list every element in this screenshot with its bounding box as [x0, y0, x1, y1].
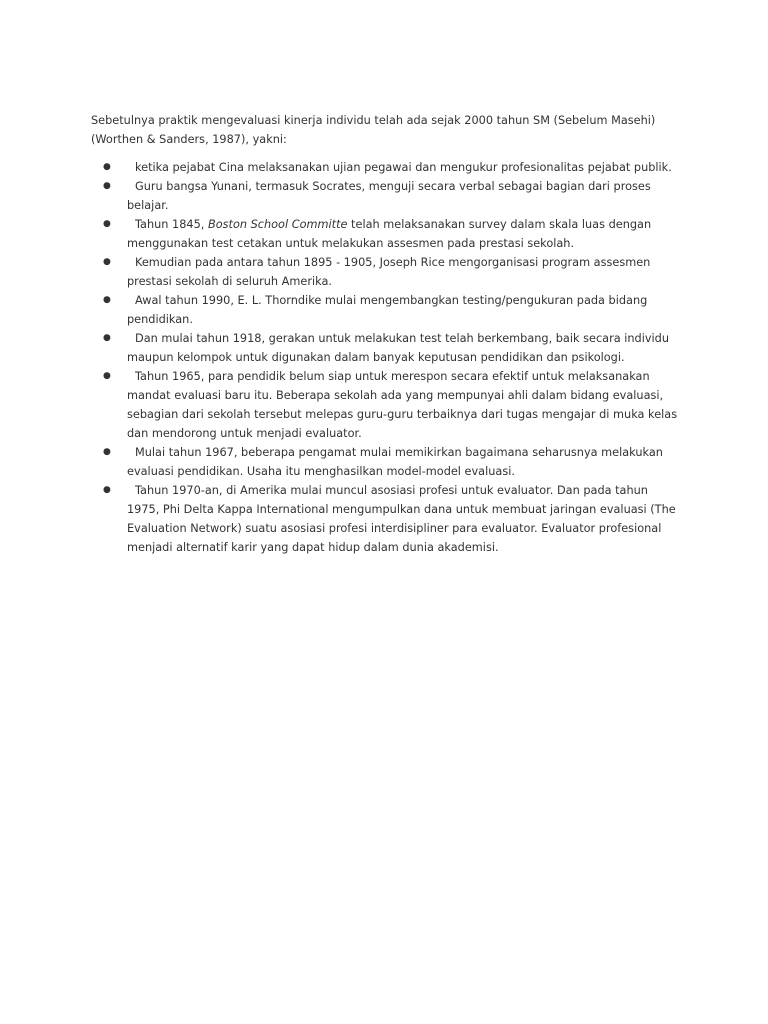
bullet-item-8 — [91, 443, 681, 481]
bullet-item-6 — [91, 329, 681, 367]
bullet-icon: ● — [103, 371, 111, 381]
bullet-icon: ● — [103, 181, 111, 191]
bullet-text: Dan mulai tahun 1918, gerakan untuk melakukan test telah berkembang, baik secara individu maupun kelompok untuk digunakan dalam banyak keputusan pendidikan dan psikologi. — [127, 332, 670, 364]
bullet-item-9 — [91, 481, 681, 557]
bullet-text: Kemudian pada antara tahun 1895 - 1905, Joseph Rice mengorganisasi program assesmen prestasi sekolah di seluruh Amerika. — [127, 256, 651, 288]
bullet-text: Awal tahun 1990, E. L. Thorndike mulai mengembangkan testing/pengukuran pada bidang pendidikan. — [127, 294, 648, 326]
bullet-icon: ● — [103, 447, 111, 457]
bullet-text: Guru bangsa Yunani, termasuk Socrates, menguji secara verbal sebagai bagian dari proses belajar. — [127, 180, 651, 212]
bullet-icon: ● — [103, 333, 111, 343]
bullet-list — [91, 158, 681, 557]
bullet-item-2 — [91, 177, 681, 215]
bullet-text: Mulai tahun 1967, beberapa pengamat mulai memikirkan bagaimana seharusnya melakukan evaluasi pendidikan. Usaha itu menghasilkan model-model evaluasi. — [127, 446, 663, 478]
bullet-icon: ● — [103, 162, 111, 172]
bullet-text: ketika pejabat Cina melaksanakan ujian pegawai dan mengukur profesionalitas pejabat publik. — [135, 161, 672, 174]
bullet-icon: ● — [103, 295, 111, 305]
bullet-text-after: telah melaksanakan survey dalam skala luas dengan menggunakan test cetakan untuk melakukan assesmen pada prestasi sekolah. — [127, 218, 652, 250]
bullet-item-1 — [91, 158, 681, 177]
intro-paragraph: Sebetulnya praktik mengevaluasi kinerja individu telah ada sejak 2000 tahun SM (Sebelum Masehi) (Worthen & Sanders, 1987), yakni: — [91, 114, 656, 146]
bullet-text: Tahun 1970-an, di Amerika mulai muncul asosiasi profesi untuk evaluator. Dan pada tahun 1975, Phi Delta Kappa International mengumpulkan dana untuk membuat jaringan evaluasi (The Evaluation Network) suatu asosiasi profesi interdisipliner para evaluator. Evaluator profesional menjadi alternatif karir yang dapat hidup dalam dunia akademisi. — [127, 484, 676, 554]
bullet-icon: ● — [103, 257, 111, 267]
bullet-item-4 — [91, 253, 681, 291]
bullet-item-3 — [91, 215, 681, 253]
bullet-text: Tahun 1965, para pendidik belum siap untuk merespon secara efektif untuk melaksanakan mandat evaluasi baru itu. Beberapa sekolah ada yang mempunyai ahli dalam bidang evaluasi, sebagian dari sekolah tersebut melepas guru-guru terbaiknya dari tugas mengajar di muka kelas dan mendorong untuk menjadi evaluator. — [127, 370, 678, 440]
bullet-item-7 — [91, 367, 681, 443]
bullet-text — [127, 215, 681, 253]
bullet-icon: ● — [103, 485, 111, 495]
document-body — [91, 111, 681, 557]
bullet-text-italic: Boston School Committe — [207, 218, 348, 231]
bullet-item-5 — [91, 291, 681, 329]
bullet-text-before: Tahun 1845, — [135, 218, 208, 231]
bullet-icon: ● — [103, 219, 111, 229]
